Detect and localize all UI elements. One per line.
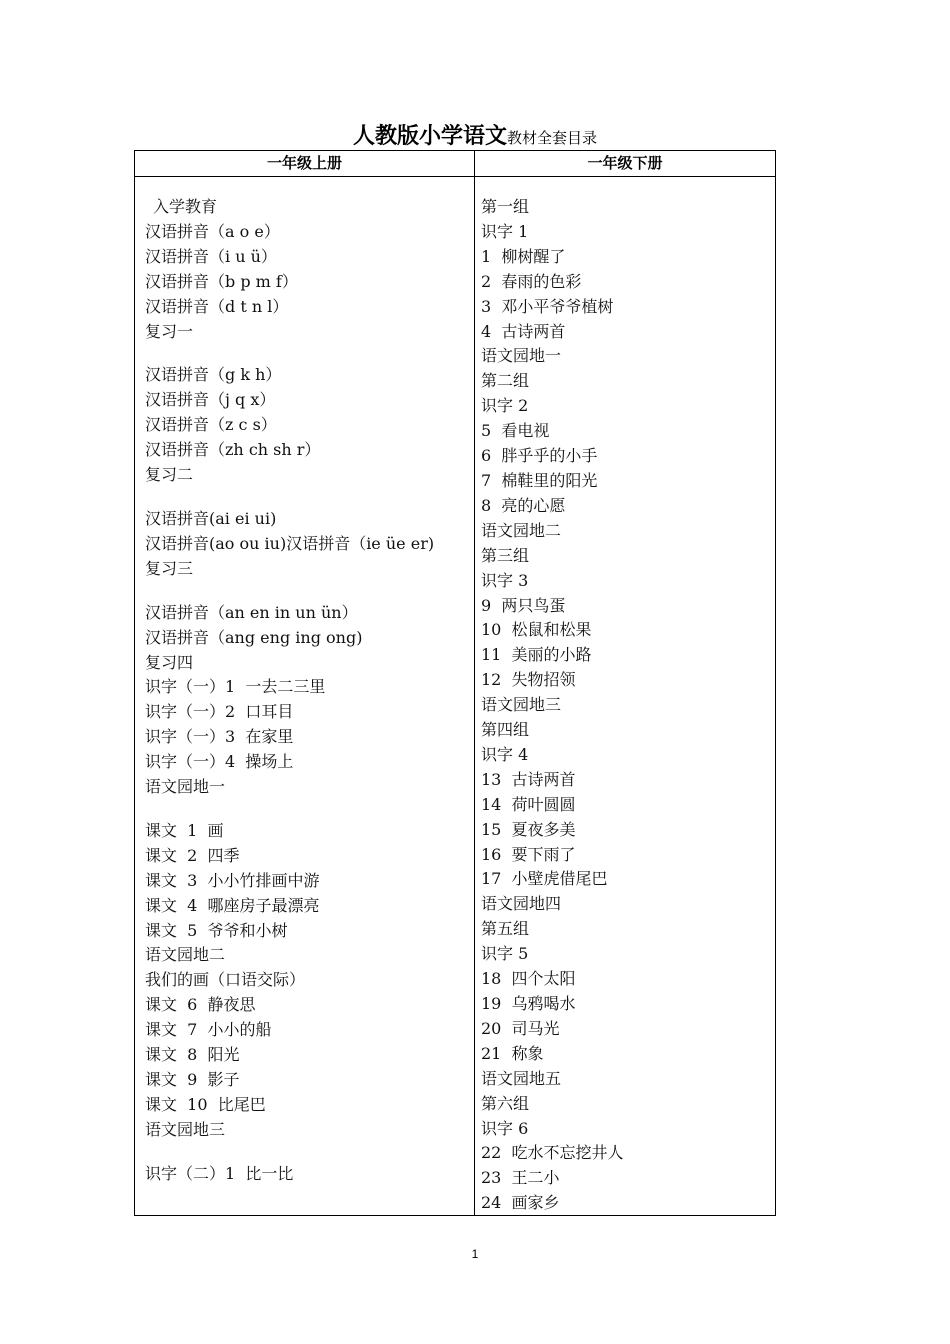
right-column [481,195,771,1216]
toc-entry: 语文园地三 [145,1119,226,1139]
block-gap [145,800,463,819]
left-block-2 [145,363,463,488]
toc-entry: 6 胖乎乎的小手 [481,446,598,466]
toc-entry: 24 画家乡 [481,1193,560,1213]
toc-entry: 汉语拼音(ai ei ui) [145,508,277,528]
toc-entry: 16 要下雨了 [481,844,576,864]
toc-entry: 5 看电视 [481,421,550,441]
toc-entry: 复习四 [145,652,194,672]
header-grade1-vol1: 一年级上册 [266,154,342,172]
toc-entry: 复习一 [145,321,194,341]
toc-entry: 11 美丽的小路 [481,645,592,665]
toc-entry: 识字 5 [481,944,529,964]
toc-entry: 识字（一）1 一去二三里 [145,677,326,697]
toc-entry: 课文 4 哪座房子最漂亮 [145,895,320,915]
toc-entry: 13 古诗两首 [481,769,576,789]
toc-entry: 汉语拼音（zh ch sh r） [145,440,321,460]
toc-entry: 17 小壁虎借尾巴 [481,869,608,889]
toc-entry: 第一组 [481,197,530,216]
toc-entry: 识字（一）2 口耳目 [145,702,294,722]
toc-entry: 语文园地一 [145,777,226,797]
toc-entry: 识字（一）4 操场上 [145,752,294,772]
toc-entry: 语文园地四 [481,894,562,914]
toc-entry: 第二组 [481,371,530,391]
toc-entry: 识字 4 [481,744,529,764]
toc-entry: 23 王二小 [481,1168,560,1188]
toc-entry: 入学教育 [153,197,218,216]
toc-entry: 汉语拼音（i u ü） [145,246,277,266]
toc-entry: 9 两只鸟蛋 [481,595,566,615]
toc-entry: 汉语拼音（z c s） [145,415,277,435]
toc-entry: 语文园地五 [481,1068,562,1088]
toc-entry: 15 夏夜多美 [481,819,576,839]
toc-entry: 识字（一）3 在家里 [145,727,294,747]
column-divider [474,151,475,1215]
toc-entry: 1 柳树醒了 [481,246,566,266]
toc-entry: 20 司马光 [481,1018,560,1038]
toc-entry: 汉语拼音（ang eng ing ong) [145,627,363,647]
toc-entry: 第六组 [481,1093,530,1113]
left-block-5 [145,819,463,1143]
toc-entry: 语文园地一 [481,346,562,366]
toc-entry: 18 四个太阳 [481,969,576,989]
block-gap [145,1143,463,1162]
toc-entry: 课文 7 小小的船 [145,1020,272,1040]
toc-entry: 课文 8 阳光 [145,1045,240,1065]
toc-entry: 复习三 [145,558,194,578]
toc-entry: 8 亮的心愿 [481,495,566,515]
toc-entry: 课文 1 画 [145,820,224,840]
toc-entry: 语文园地二 [481,520,562,540]
toc-entry: 课文 2 四季 [145,845,240,865]
block-gap [145,344,463,363]
toc-entry: 19 乌鸦喝水 [481,994,576,1013]
title-main: 人教版小学语文 [352,124,507,149]
page-number: 1 [471,1247,479,1261]
left-block-4 [145,601,463,800]
toc-entry: 汉语拼音（j q x） [145,390,276,410]
left-block-6 [145,1162,463,1187]
toc-entry: 汉语拼音(ao ou iu)汉语拼音（ie üe er) [145,533,435,553]
toc-entry: 21 称象 [481,1043,544,1063]
toc-entry: 语文园地二 [145,945,226,965]
toc-entry: 12 失物招领 [481,670,576,690]
toc-entry: 识字（二）1 比一比 [145,1163,294,1183]
toc-entry: 识字 1 [481,221,529,241]
header-divider [135,176,775,177]
toc-entry: 第三组 [481,545,530,565]
toc-entry: 7 棉鞋里的阳光 [481,470,598,490]
toc-entry: 4 古诗两首 [481,321,566,341]
left-block-1 [145,195,463,344]
toc-table [134,150,776,1216]
toc-entry: 3 邓小平爷爷植树 [481,296,614,316]
header-grade1-vol2: 一年级下册 [587,154,663,172]
toc-entry: 课文 10 比尾巴 [145,1094,266,1114]
toc-entry: 复习二 [145,465,194,485]
toc-entry: 语文园地三 [481,695,562,715]
block-gap [145,488,463,507]
toc-entry: 2 春雨的色彩 [481,271,582,291]
block-gap [145,582,463,601]
toc-entry: 22 吃水不忘挖井人 [481,1143,624,1163]
toc-entry: 识字 3 [481,570,529,590]
toc-entry: 课文 6 静夜思 [145,995,256,1015]
toc-entry: 我们的画（口语交际） [145,970,306,990]
toc-entry: 第四组 [481,720,530,740]
toc-entry: 汉语拼音（d t n l） [145,296,289,316]
toc-entry: 第五组 [481,919,530,939]
left-block-3 [145,507,463,582]
toc-entry: 课文 3 小小竹排画中游 [145,870,320,890]
title-sub: 教材全套目录 [507,129,598,147]
toc-entry: 汉语拼音（g k h） [145,365,282,385]
toc-entry: 识字 2 [481,396,529,416]
toc-entry: 识字 6 [481,1118,529,1138]
toc-entry: 10 松鼠和松果 [481,620,592,640]
toc-entry: 课文 9 影子 [145,1070,240,1089]
toc-entry: 14 荷叶圆圆 [481,794,576,814]
left-column [145,195,463,1187]
toc-entry: 汉语拼音（a o e） [145,221,280,241]
toc-entry: 汉语拼音（an en in un ün） [145,602,358,622]
toc-entry: 课文 5 爷爷和小树 [145,920,288,940]
toc-entry: 汉语拼音（b p m f） [145,271,298,291]
